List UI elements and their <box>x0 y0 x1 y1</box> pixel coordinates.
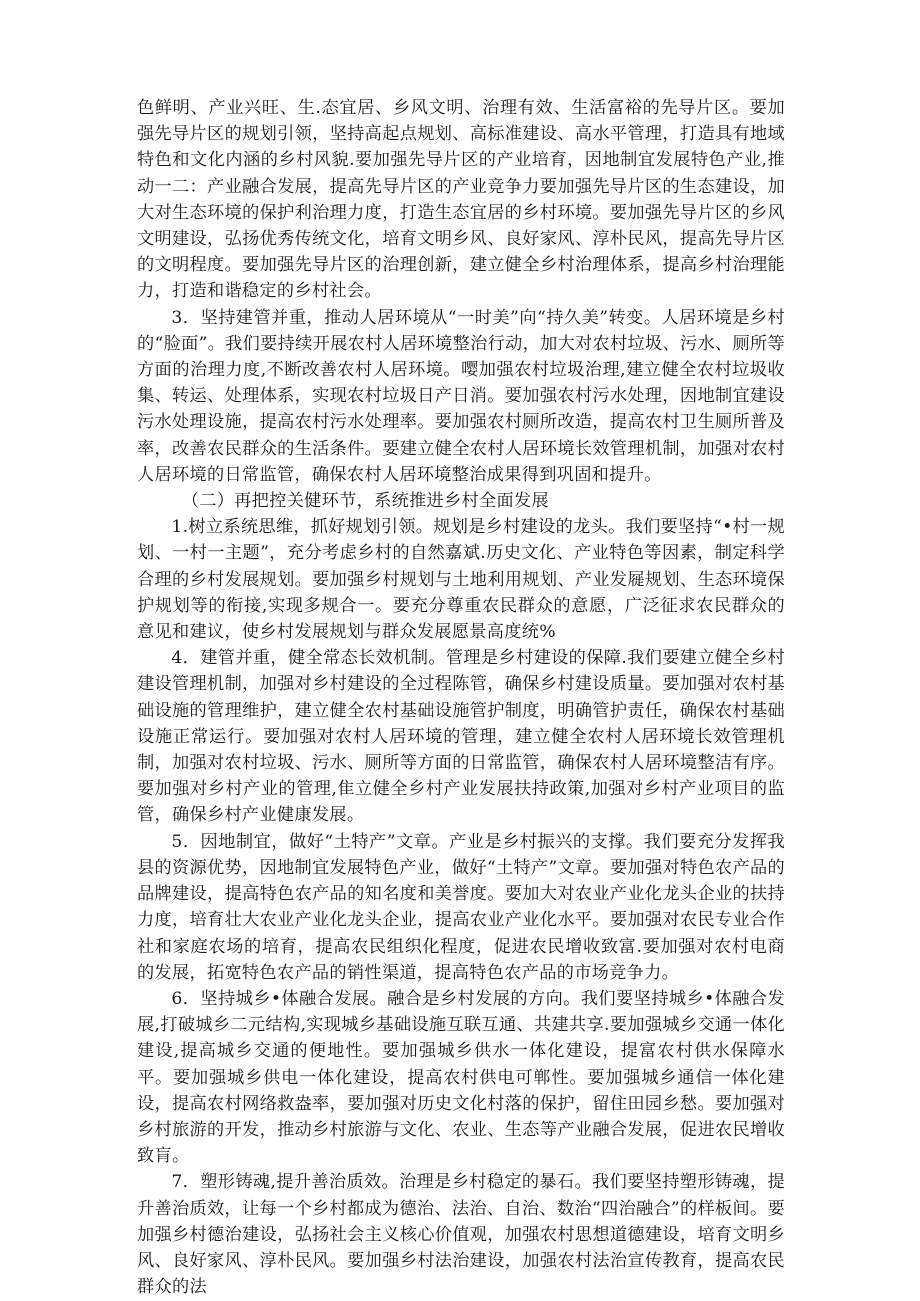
section-heading: （二）再把控关健环节，系统推进乡村全面发展 <box>181 491 549 512</box>
paragraph-item-6: 6．坚持城乡•体融合发展。融合是乡村发展的方向。我们要坚持城乡•体融合发展,打破城乡二元结构,实现城乡基础设施互联互通、共建共享.要加强城乡交通一体化建设,提高城乡交通的便地性。要加强城乡供水一体化建设，提富农村供水保障水平。要加强城乡供电一体化建设，提高农村供电可郸性。要加强城乡通信一体化建设，提高农村网络救盎率，要加强对历史文化村落的保护，留住田园乡愁。要加强对乡村旅游的开发，推动乡村旅游与文化、农业、生态等产业融合发展，促进农民增收致肓。 <box>137 988 785 1167</box>
paragraph-continuation: 色鲜明、产业兴旺、生.态宜居、乡风文明、治理有效、生活富裕的先导片区。要加强先导片区的规划引领，坚持高起点规划、高标准建设、高水平管理，打造具有地域特色和文化内涵的乡村风貌.要加强先导片区的产业培育，因地制宜发展特色产业,推动一二：产业融合发展，提高先导片区的产业竞争力要加强先导片区的生态建设，加大对生态环境的保护利治理力度，打造生态宜居的乡村环境。要加强先导片区的乡风文明建设，弘扬优秀传统文化，培育文明乡风、良好家风、淳朴民风，提高先导片区的文明程度。要加强先导片区的治理创新，建立健全乡村治理体系，提高乡村治理能力，打造和谐稳定的乡村社会。 <box>137 98 785 302</box>
paragraph-item-3: 3．坚持建管并重，推动人居环境从“一时美”向“持久美”转变。人居环境是乡村的“脸面”。我们要持续开展农村人居环境整治行动，加大对农村垃圾、污水、厕所等方面的治理力度,不断改善农村人居环境。嘤加强农村垃圾治理,建立健全农村垃圾收集、转运、处理体系，实现农村垃圾日产日消。要加强农村污水处理，因地制宜建设污水处理设施，提高农村污水处理率。要加强农村厕所改造，提高农村卫生厕所普及率，改善农民群众的生活条件。要建立健全农村人居环境长效管理机制，加强对农村人居环境的日常监管，确保农村人居环境整治成果得到巩固和提升。 <box>137 307 785 485</box>
paragraph-item-7: 7．塑形铸魂,提升善治质效。治理是乡村稳定的暴石。我们要坚持塑形铸魂，提升善治质效，让每一个乡村都成为德治、法治、自治、数治“四治融合”的样板间。要加强乡村德治建设，弘扬社会主义核心价值观，加强农村思想道德建设，培育文明乡风、良好家风、淳朴民风。要加强乡村法治建设，加强农村法治宣传教育，提高农民群众的法 <box>137 1172 785 1298</box>
paragraph-item-1: 1.树立系统思维，抓好规划引领。规划是乡村建设的龙头。我们要坚持“•村一规划、一村一主题”，充分考虑乡村的自然嘉斌.历史文化、产业特色等因素，制定科学合理的乡村发展规划。要加强乡村规划与土地利用规划、产业发屣规划、生态环境保护规划等的衔接,实现多规合一。要充分尊重农民群众的意愿，广泛征求农民群众的意见和建议，使乡村发展规划与群众发展愿景高度统% <box>137 517 786 643</box>
paragraph-item-5: 5．因地制宜，做好“土特产”文章。产业是乡村振兴的支撑。我们要充分发挥我县的资源优势，因地制宜发展特色产业，做好“土特产”文章。要加强对特色农产品的品牌建设，提高特色农产品的知名度和美誉度。要加大对农业产业化龙头企业的扶持力度，培育壮大农业产业化龙头企业，提高农业产业化水平。要加强对农民专业合作社和家庭农场的培育，提高农民组织化程度，促进农民增收致富.要加强对农村电商的发展，拓宽特色农产品的销性渠道，提高特色农产品的市场竞争力。 <box>137 831 785 983</box>
paragraph-item-4: 4．建管并重，健全常态长效机制。管理是乡村建设的保障.我们要建立健全乡村建设管理机制，加强对乡村建设的全过程陈管，确保乡村建设质量。要加强对农村基础设施的管理维护，建立健全农村基础设施管护制度，明确管护责任，确保农村基础设施正常运行。要加强对农村人居环境的管理，建立健全农村人居环境长效管理机制，加强对农村垃圾、污水、厕所等方面的日常监管，确保农村人居环境整洁有序。要加强对乡村产业的管理,隹立健全乡村产业发展扶持政策,加强对乡村产业项目的监管，确保乡村产业健康发展。 <box>137 648 785 826</box>
document-page <box>137 95 785 1300</box>
